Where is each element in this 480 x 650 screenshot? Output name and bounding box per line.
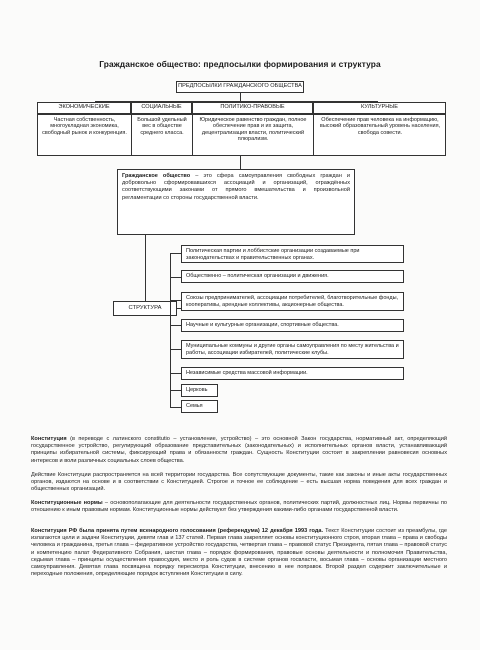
column-header-economic: ЭКОНОМИЧЕСКИЕ <box>37 102 131 114</box>
paragraph-term: Конституция РФ была принята путем всенародного голосования (референдума) 12 декабря 1993 года. <box>31 528 324 534</box>
paragraph-term: Конституция <box>31 436 67 442</box>
paragraph-text: Действие Конституции распространяется на всей территории государства. Все сопутствующие документы, такие как законы и иные акты государственных органов, издаются на основе и в соответствии с Конституцией. Строгое и точное ее соблюдение – есть высшая норма поведения для всех граждан и общественных организаций. <box>31 472 447 493</box>
structure-item: Независимые средства массовой информации. <box>181 367 404 380</box>
paragraph-term: Конституционные нормы <box>31 500 103 506</box>
structure-item: Политическая партии и лоббистские организации создаваемые при законодательствах и правительственных органах. <box>181 245 404 263</box>
connector-line <box>145 235 146 301</box>
definition-term: Гражданское общество <box>122 173 191 179</box>
branch-line <box>170 407 181 408</box>
structure-item: Церковь <box>181 384 218 397</box>
paragraph <box>31 528 447 578</box>
economic-text: Частная собственность, многоукладная экономика, свободный рынок и конкуренция. <box>42 117 127 136</box>
structure-item: Научные и культурные организации, спортивные общества. <box>181 319 404 332</box>
structure-item: Муниципальные коммуны и другие органы самоуправления по месту жительства и работы, ассоциации избирателей, политические клубы. <box>181 340 404 359</box>
column-header-social: СОЦИАЛЬНЫЕ <box>131 102 192 114</box>
paragraph <box>31 436 447 465</box>
definition-box <box>117 169 355 235</box>
preconditions-header: ПРЕДПОСЫЛКИ ГРАЖДАНСКОГО ОБЩЕСТВА <box>176 81 304 93</box>
divider <box>131 114 132 156</box>
branch-line <box>170 325 181 326</box>
paragraph-text: (в переводе с латинского constitutio – установление, устройство) – это основной Закон государства, нормативный акт, определяющий государственное устройство, регулирующий образование представительных (законодательных) и исполнительных органов власти, устанавливающий принципы избирательной системы, фиксирующий права и обязанности граждан. Сущность Конституции состоит в закреплении равновесия основных интересов и воли различных социальных слоев общества. <box>31 436 447 464</box>
structure-item: Общественно – политическая организации и движения. <box>181 270 404 283</box>
branch-line <box>170 253 181 254</box>
column-header-political-legal: ПОЛИТИКО-ПРАВОВЫЕ <box>192 102 313 114</box>
column-header-cultural: КУЛЬТУРНЫЕ <box>313 102 446 114</box>
branch-line <box>170 349 181 350</box>
divider <box>313 114 314 156</box>
branch-line <box>170 390 181 391</box>
paragraph-text: Текст Конституции состоит из преамбулы, где излагаются цели и задачи Конституции, девяти глав и 137 статей. Первая глава закрепляет основы конституционного строя, вторая глава – права и свободы человека и гражданина, третья глава – федеративное устройство государства, четвертая глава – правовой статус Президента, пятая глава – правовой статус и компетенцию палат Федеративного Собрания, шестая глава – порядок формирования, правовые основы деятельности и полномочия Правительства, седьмая глава – принципы осуществления правосудия, место и роль судов в системе органов госвласти, восьмая глава – основы организации местного самоуправления. Девятая глава посвящена порядку пересмотра Конституции, внесению в нее поправок. Второй раздел содержит заключительные и переходные положения, определяющие порядок вступления Конституции в силу. <box>31 528 447 578</box>
social-text: Большой удельный вес в обществе среднего класса. <box>137 117 187 136</box>
political-legal-text: Юридическое равенство граждан, полное обеспечение прав и их защита, децентрализация власти, политический плюрализм. <box>199 117 307 143</box>
divider <box>192 114 193 156</box>
paragraph <box>31 472 447 494</box>
structure-item: Семья <box>181 400 218 413</box>
branch-line <box>170 277 181 278</box>
paragraph-text: – основополагающие для деятельности государственных органов, политических партий, должностных лиц. Нормы первичны по отношению к иным правовым нормам. Конституционные нормы действуют без утверждения какими-либо органами государственной власти. <box>31 500 447 514</box>
cultural-text: Обеспечение прав человека на информацию, высокий образовательный уровень населения, свобода совести. <box>319 117 441 136</box>
structure-item: Союзы предпринимателей, ассоциации потребителей, благотворительные фонды, кооперативы, арендные коллективы, акционерные общества. <box>181 292 404 311</box>
paragraph <box>31 500 447 514</box>
structure-label: СТРУКТУРА <box>113 301 177 316</box>
branch-line <box>170 373 181 374</box>
branch-line <box>170 300 181 301</box>
connector-line <box>240 156 241 169</box>
definition-text: – это сфера самоуправления свободных граждан и добровольно сформировавшихся ассоциаций и организаций, ограждённых соответствующими законами от прямого вмешательства и произвольной регламентации со стороны государственной власти. <box>122 173 350 201</box>
page-title: Гражданское общество: предпосылки формирования и структура <box>99 59 381 69</box>
